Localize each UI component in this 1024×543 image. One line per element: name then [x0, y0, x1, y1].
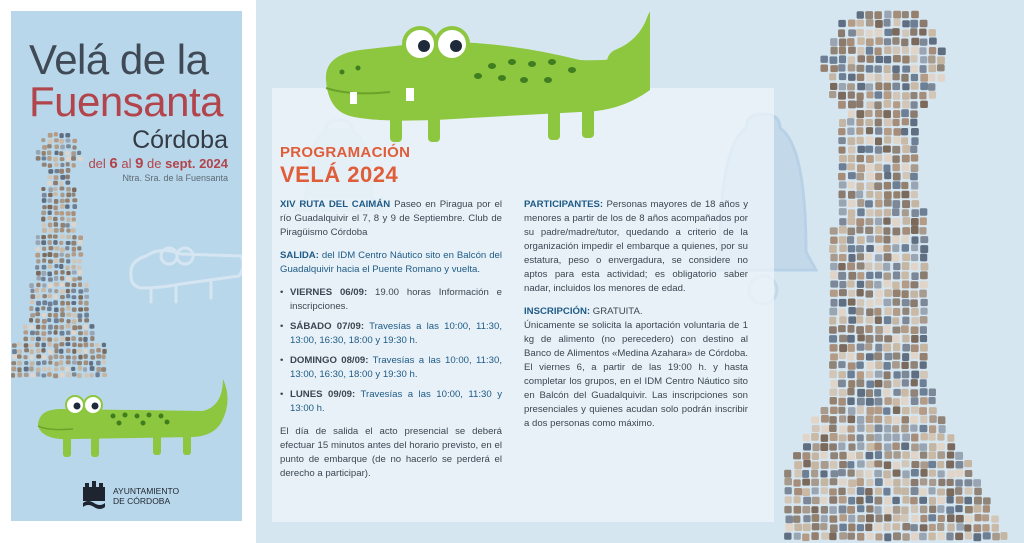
cover-title-line1: Velá de la: [29, 36, 209, 83]
participantes-paragraph: [524, 198, 748, 296]
dates-day2: 9: [135, 155, 144, 172]
dates-pre: del: [88, 156, 110, 171]
crocodile-outline-illustration: [121, 226, 242, 316]
salida-text: del IDM Centro Náutico sito en Balcón del Guadalquivir hacia el Puente Romano y vuelta.: [280, 250, 502, 275]
schedule-item: [280, 354, 502, 382]
note-paragraph: El día de salida el acto presencial se deberá efectuar 15 minutos antes del horario previsto, en el punto de embarque (de no hacerlo se perderá el derecho a participar).: [280, 426, 502, 479]
dates-post: de: [143, 156, 166, 171]
participantes-label: PARTICIPANTES:: [524, 199, 604, 210]
schedule-list: [280, 286, 502, 416]
inscripcion-label: INSCRIPCIÓN:: [524, 306, 591, 317]
logo-line2: DE CÓRDOBA: [113, 496, 171, 506]
route-label: XIV RUTA DEL CAIMÁN: [280, 199, 391, 210]
dates-day1: 6: [109, 155, 118, 172]
ayuntamiento-logo: [81, 481, 179, 511]
schedule-text: Travesías a las 10:00, 11:30, 13:00, 16:30, 18:00 y 19:30 h.: [290, 355, 502, 380]
statue-mosaic-large: [784, 10, 1024, 543]
schedule-day: VIERNES 06/09:: [290, 287, 368, 298]
dates-month: sept. 2024: [165, 156, 228, 171]
program-column-left: [280, 198, 502, 490]
schedule-text: Travesías a las 10:00, 11:30 y 13:00 h.: [290, 389, 502, 414]
schedule-item: [280, 286, 502, 314]
crocodile-illustration-large: [320, 0, 650, 150]
inscripcion-text: Únicamente se solicita la aportación voluntaria de 1 kg de alimento (no perecedero) con destino al Banco de Alimentos «Medina Azahara» de Córdoba. El viernes 6, a partir de las 19:00 h. y hasta completar los grupos, en el IDM Centro Náutico sito en Balcón del Guadalquivir. Las inscripciones son presenciales y quienes acudan solo podrán inscribir a dos personas como máximo.: [524, 320, 748, 429]
schedule-day: DOMINGO 08/09:: [290, 355, 369, 366]
salida-paragraph: [280, 249, 502, 277]
schedule-text: 19.00 horas Información e inscripciones.: [290, 287, 502, 312]
cover-panel: [11, 11, 242, 521]
route-paragraph: [280, 198, 502, 240]
schedule-day: LUNES 09/09:: [290, 389, 356, 400]
salida-label: SALIDA:: [280, 250, 319, 261]
statue-mosaic-small: [11, 126, 111, 386]
route-text: Paseo en Piragua por el río Guadalquivir el 7, 8 y 9 de Septiembre. Club de Piragüismo Córdoba: [280, 199, 503, 238]
cover-city: Córdoba: [132, 126, 228, 154]
heading-line2: VELÁ 2024: [280, 162, 399, 187]
logo-line1: AYUNTAMIENTO: [113, 486, 180, 496]
participantes-text: Personas mayores de 18 años y menores a partir de los de 8 años acompañados por su padre/madre/tutor, quedando a criterio de la organización impedir el embarque a quienes, por su estatura, peso o envergadura, se considere no aptos para esta actividad; es obligatorio saber nadar, incluidos los menores de edad.: [524, 199, 748, 294]
dates-mid: al: [117, 156, 136, 171]
coat-of-arms-icon: [81, 481, 107, 511]
program-panel: [256, 0, 1024, 543]
inscripcion-value: GRATUITA.: [590, 306, 643, 317]
program-column-right: [524, 198, 748, 440]
cover-title-line2: Fuensanta: [29, 78, 223, 125]
heading-line1: PROGRAMACIÓN: [280, 144, 411, 161]
crocodile-illustration-small: [33, 371, 233, 471]
cover-title: [29, 36, 239, 125]
program-heading: [280, 145, 410, 186]
inscripcion-paragraph: [524, 305, 748, 431]
schedule-item: [280, 388, 502, 416]
cover-subtitle: Ntra. Sra. de la Fuensanta: [122, 173, 228, 183]
schedule-day: SÁBADO 07/09:: [290, 321, 365, 332]
schedule-item: [280, 320, 502, 348]
schedule-text: Travesías a las 10:00, 11:30, 13:00, 16:30, 18:00 y 19:30 h.: [290, 321, 502, 346]
